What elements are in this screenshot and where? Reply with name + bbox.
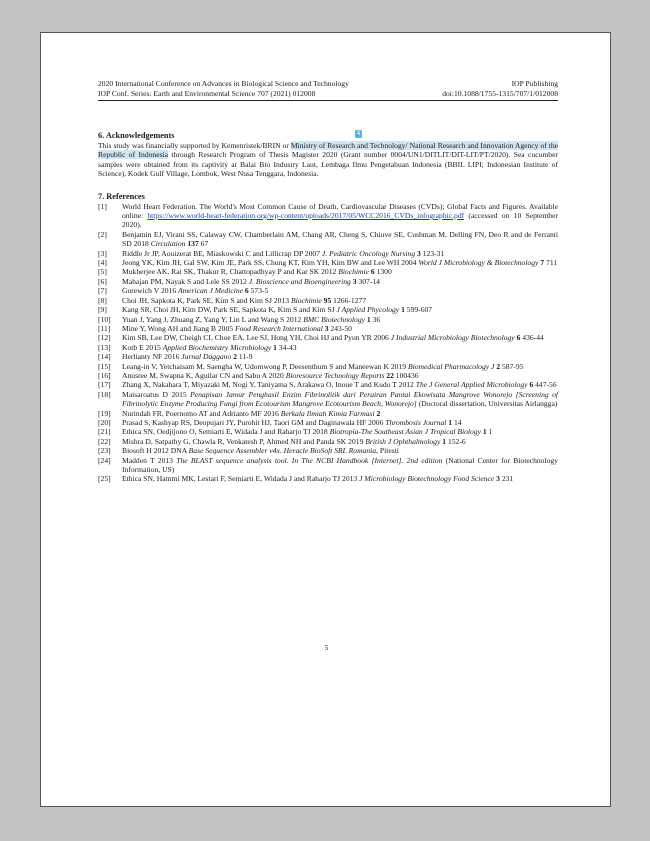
reference-item	[98, 362, 558, 371]
reference-journal: The BLAST sequence analysis tool. In The NCBI Handbook [Internet]. 2nd edition	[176, 455, 443, 465]
reference-item	[98, 446, 558, 455]
reference-item	[98, 315, 558, 324]
reference-pages: 243-50	[328, 323, 352, 333]
reference-pages: 587-95	[500, 361, 524, 371]
reference-number: [23]	[98, 446, 111, 456]
reference-journal: J. Pediatric Oncology Nursing	[321, 248, 416, 258]
reference-item	[98, 474, 558, 483]
reference-item	[98, 258, 558, 267]
reference-number: [21]	[98, 427, 111, 437]
reference-text	[122, 286, 558, 295]
reference-number: [14]	[98, 352, 111, 362]
reference-journal: The J General Applied Microbiology	[415, 380, 528, 390]
reference-number: [12]	[98, 333, 111, 343]
reference-pages: 34-43	[276, 342, 297, 352]
reference-number: [15]	[98, 361, 111, 371]
reference-pages: 1	[486, 427, 493, 437]
reference-journal: Biochimie	[290, 295, 322, 305]
doi-text: doi:10.1088/1755-1315/707/1/012008	[442, 89, 558, 98]
page-number: 5	[324, 643, 329, 652]
reference-pages: 67	[198, 239, 209, 249]
reference-journal: Biotropia-The Southeast Asian J Tropical Biology	[329, 427, 481, 437]
reference-volume: 2	[233, 352, 237, 362]
running-header-series	[98, 89, 558, 99]
reference-volume: 1	[442, 436, 447, 446]
reference-text	[122, 380, 558, 389]
reference-text	[122, 390, 558, 409]
reference-authors: Zhang X, Nakahara T, Miyazaki M, Nogi Y, Taniyama S, Arakawa O, Inoue T and Kudo T 2012	[122, 380, 416, 390]
reference-pages: 436-44	[520, 333, 544, 343]
reference-volume: 3	[352, 276, 357, 286]
reference-number: [13]	[98, 342, 111, 352]
reference-volume: 3	[496, 474, 500, 484]
reference-number: [22]	[98, 436, 111, 446]
reference-text	[122, 296, 558, 305]
reference-link[interactable]: https://www.world-heart-federation.org/wp-content/uploads/2017/05/WCC2016_CVDs_infographic.pdf	[147, 211, 465, 221]
reference-volume: 6	[529, 380, 534, 390]
reference-text	[122, 456, 558, 475]
reference-authors: Benjamin EJ, Virani SS, Calaway CW, Chamberlain AM, Chang AR, Cheng S, Chiuve SE, Cushman M, Delling FN, Deo R and de Ferranti SD 2018	[122, 229, 558, 249]
reference-pages: 123-31	[420, 248, 445, 258]
reference-authors: Mukherjee AK, Rai SK, Thakur R, Chattopadhyay P and Kar SK 2012	[122, 267, 339, 277]
reference-number: [16]	[98, 370, 111, 380]
reference-journal: Circulation	[150, 239, 186, 249]
reference-journal: J Industrial Microbiology Biotechnology	[390, 333, 515, 343]
reference-authors: Kim SB, Lee DW, Cheigh CI, Choe EA, Lee SJ, Hong YH, Choi HJ and Pyun YR 2006	[122, 333, 391, 343]
reference-pages: 599-607	[404, 305, 433, 315]
reference-item	[98, 333, 558, 342]
reference-authors: Biosoft H 2012 DNA	[122, 446, 189, 456]
reference-journal: Berkala Ilmiah Kimia Farmasi	[280, 408, 375, 418]
reference-item	[98, 230, 558, 249]
reference-pages: , Pitesti	[376, 446, 399, 456]
reference-pages: (Doctoral dissertation, Universitas Airlangga)	[416, 399, 558, 409]
reference-pages: 447-56	[533, 380, 557, 390]
reference-item	[98, 202, 558, 230]
reference-pages: 100436	[393, 370, 419, 380]
reference-item	[98, 267, 558, 276]
reference-text	[122, 267, 558, 276]
reference-pages: 152-6	[446, 436, 466, 446]
ack-text-post: through Research Program of Thesis Magister 2020 (Grant number 0004/UN1/DITLIT/DIT-LIT/PT/2020). Sea cucumber samples were obtained from its captivity at Balai Bio Industry Laut, Lembaga Ilmu Pengetahuan Indonesia (BBIL LIPI; Indonesian Institute of Science), Kodek Gulf Village, Lombok, West Nusa Tenggara, Indonesia.	[98, 150, 558, 179]
reference-volume: 95	[323, 295, 332, 305]
reference-number: [10]	[98, 314, 111, 324]
references-heading: 7. References	[98, 191, 145, 201]
reference-text	[122, 343, 558, 352]
reference-text	[122, 305, 558, 314]
reference-journal: American J Medicine	[178, 286, 243, 296]
reference-pages: 1266-1277	[331, 295, 367, 305]
reference-number: [25]	[98, 474, 111, 484]
reference-volume: 3	[324, 323, 329, 333]
reference-journal: J Applied Phycology	[336, 305, 400, 315]
reference-pages: 11-9	[236, 352, 253, 362]
reference-text	[122, 315, 558, 324]
reference-text	[122, 409, 558, 418]
reference-volume: 2	[376, 408, 381, 418]
reference-journal: British J Ophthalmology	[365, 436, 441, 446]
reference-text	[122, 277, 558, 286]
reference-number: [9]	[98, 305, 107, 315]
reference-authors: Jeong YK, Kim JH, Gal SW, Kim JE, Park SS, Chung KT, Kim YH, Kim BW and Lee WH 2004	[122, 258, 419, 268]
reference-journal: Biochimie	[338, 267, 369, 277]
reference-item	[98, 380, 558, 389]
reference-number: [1]	[98, 201, 107, 211]
reference-text	[122, 437, 558, 446]
reference-pages: 231	[499, 474, 514, 484]
reference-item	[98, 352, 558, 361]
reference-journal: J Microbiology Biotechnology Food Science	[359, 474, 495, 484]
reference-journal: Food Research International	[234, 323, 323, 333]
reference-item	[98, 343, 558, 352]
reference-authors: Mahajan PM, Nayak S and Lele SS 2012	[122, 276, 249, 286]
reference-authors: Herlianty NF 2016	[122, 352, 182, 362]
reference-journal: Bioresource Technology Reports	[285, 370, 385, 380]
reference-number: [18]	[98, 389, 111, 399]
reference-text	[122, 258, 558, 267]
page-content	[98, 79, 558, 484]
reference-text	[122, 427, 558, 436]
reference-authors: Riddle Jr JP, Aouizerat BE, Miaskowski C and Lillicrap DP 2007	[122, 248, 322, 258]
reference-number: [7]	[98, 286, 107, 296]
reference-authors: Mine Y, Wong AH and Jiang B 2005	[122, 323, 235, 333]
reference-text	[122, 371, 558, 380]
reference-pages: 14	[452, 417, 462, 427]
reference-volume: 3	[417, 248, 421, 258]
reference-text	[122, 202, 558, 230]
reference-journal: BMC Biotechnology	[303, 314, 366, 324]
reference-journal: World J Microbiology & Biotechnology	[418, 258, 539, 268]
reference-item	[98, 437, 558, 446]
reference-authors: Mishra D, Satpathy G, Chawla R, Venkatesh P, Ahmed NH and Panda SK 2019	[122, 436, 366, 446]
reference-pages: 307-14	[356, 276, 380, 286]
reference-pages: 573-5	[248, 286, 269, 296]
reference-volume: 1	[401, 305, 405, 315]
reference-item	[98, 371, 558, 380]
reference-number: [11]	[98, 323, 111, 333]
reference-item	[98, 286, 558, 295]
reference-volume: 1	[366, 314, 371, 324]
reference-journal: Biomedical Pharmacology J	[407, 361, 495, 371]
reference-volume: 6	[370, 267, 375, 277]
reference-journal: Applied Biochemistry Microbiology	[162, 342, 272, 352]
reference-number: [8]	[98, 295, 107, 305]
series-info: IOP Conf. Series: Earth and Environmental Science 707 (2021) 012008	[98, 89, 316, 98]
reference-number: [2]	[98, 229, 107, 239]
reference-text	[122, 474, 558, 483]
reference-item	[98, 296, 558, 305]
reference-text	[122, 249, 558, 258]
reference-authors: Ethica SN, Oedjijono O, Semiarti E, Widada J and Raharjo TJ 2018	[122, 427, 330, 437]
reference-item	[98, 456, 558, 475]
reference-authors: Nurindah FR, Poernomo AT and Adrianto MF 2016	[122, 408, 281, 418]
reference-volume: 6	[244, 286, 249, 296]
reference-authors: Yuan J, Yang J, Zhuang Z, Yang Y, Lin L and Wang S 2012	[122, 314, 304, 324]
reference-authors: Leang-in V, Yetchaisam M, Saengha W, Udomwong P, Deesenthum S and Maneewan K 2019	[122, 361, 408, 371]
reference-volume: 137	[187, 239, 199, 249]
reference-number: [5]	[98, 267, 107, 277]
reference-authors: Ethica SN, Hammi MK, Lestari F, Semiarti E, Widada J and Raharjo TJ 2013	[122, 474, 360, 484]
reference-number: [17]	[98, 380, 111, 390]
pdf-page	[40, 32, 611, 807]
reference-volume: 2	[496, 361, 501, 371]
reference-journal: J. Bioscience and Bioengineering	[248, 276, 351, 286]
reference-number: [6]	[98, 276, 107, 286]
reference-text	[122, 418, 558, 427]
reference-item	[98, 409, 558, 418]
reference-journal: Base Sequence Assembler v4x. Heracle BioSoft SRL Romania	[188, 446, 377, 456]
reference-item	[98, 390, 558, 409]
reference-authors: Anusree M, Swapna K, Aguilar CN and Sabu A 2020	[122, 370, 286, 380]
reference-number: [4]	[98, 258, 107, 268]
header-rule	[98, 100, 558, 101]
reference-authors: Kang SR, Choi JH, Kim DW, Park SE, Sapkota K, Kim S and Kim SJ	[122, 305, 337, 315]
reference-pages: 1300	[374, 267, 392, 277]
reference-text	[122, 333, 558, 342]
publisher-name: IOP Publishing	[511, 79, 558, 88]
reference-number: [20]	[98, 417, 111, 427]
reference-journal: Thrombosis Journal	[385, 417, 447, 427]
ack-text-pre: This study was financially supported by Kemenristek/BRIN or	[98, 141, 291, 150]
ack-heading: 6. Acknowledgements	[98, 131, 175, 140]
reference-text	[122, 324, 558, 333]
reference-pages: 36	[370, 314, 381, 324]
reference-authors: Gurewich V 2016	[122, 286, 179, 296]
reference-item	[98, 427, 558, 436]
reference-number: [19]	[98, 408, 111, 418]
reference-item	[98, 249, 558, 258]
reference-volume: 1	[273, 342, 277, 352]
reference-list	[98, 202, 558, 484]
running-header	[98, 79, 558, 89]
reference-item	[98, 418, 558, 427]
reference-number: [3]	[98, 248, 107, 258]
reference-text	[122, 446, 558, 455]
highlighted-text[interactable]: Ministry of Research and Technology/ National Research and Innovation Agency of the Republic of Indonesia	[98, 141, 558, 160]
reference-pages: (National Center for Biotechnology Information, US)	[122, 455, 558, 474]
reference-text	[122, 230, 558, 249]
reference-text	[122, 362, 558, 371]
reference-number: [24]	[98, 455, 111, 465]
reference-item	[98, 305, 558, 314]
reference-authors: World Heart Federation. The World's Most Common Cause of Death, Cardiovascular Diseases (CVDs); Global Facts and Figures. Available online:	[122, 201, 558, 221]
reference-authors: Prasad S, Kashyap RS, Deopujari JY, Purohit HJ, Taori GM and Daginawala HF 2006	[122, 417, 386, 427]
reference-pages: 711	[544, 258, 558, 268]
reference-pages: (accessed on 10 September 2020).	[122, 211, 558, 230]
conference-name: 2020 International Conference on Advances in Biological Science and Technology	[98, 79, 349, 88]
comment-marker-icon[interactable]: 4	[356, 130, 361, 137]
reference-volume: 6	[516, 333, 521, 343]
reference-authors: Kotb E 2015	[122, 342, 163, 352]
reference-volume: 7	[540, 258, 545, 268]
reference-authors: Choi JH, Sapkota K, Park SE, Kim S and Kim SJ 2013	[122, 295, 291, 305]
reference-item	[98, 277, 558, 286]
reference-volume: 22	[386, 370, 394, 380]
reference-volume: 1	[448, 417, 453, 427]
reference-item	[98, 324, 558, 333]
reference-authors: Madden T 2013	[122, 455, 177, 465]
reference-text	[122, 352, 558, 361]
reference-journal: Jurnal Daggano	[181, 352, 232, 362]
reference-journal: Penapisan Jamur Penghasil Enzim Fibrinolitik dari Perairan Pantai Ekowisata Mangrove Wonorejo [Screening of Fibrinolytic Enzyme Producing Fungi from Ecotourism Mangrove Ecotourism Beach, Wonorejo]	[122, 389, 559, 409]
reference-volume: 1	[482, 427, 487, 437]
reference-authors: Maisaroatus D 2015	[122, 389, 191, 399]
